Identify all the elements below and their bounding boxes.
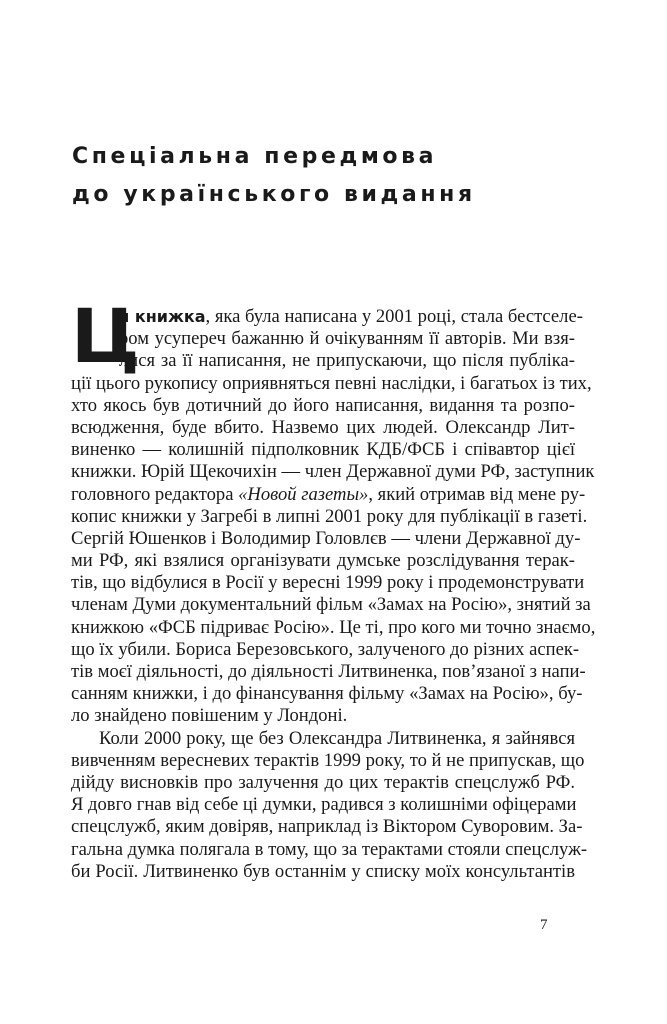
text-line: всюдження, буде вбито. Назвемо цих людей. Олександр Лит- xyxy=(71,416,575,438)
drop-cap: Ц xyxy=(71,294,140,380)
text-line: Коли 2000 року, ще без Олександра Литвиненка, я зайнявся xyxy=(99,727,575,749)
text-line: ло знайдено повішеним у Лондоні. xyxy=(71,705,348,727)
text-line: Я довго гнав від себе ці думки, радився з колишніми офіцерами xyxy=(71,794,577,816)
page-number: 7 xyxy=(540,917,548,933)
text-line: ми РФ, які взялися організувати думське розслідування терак- xyxy=(71,550,575,572)
text-line: що їх убили. Бориса Березовського, залученого до різних аспек- xyxy=(71,638,580,660)
newspaper-title: «Новой газеты» xyxy=(238,483,369,505)
text-line: я книжка, яка була написана у 2001 році, стала бестселе- xyxy=(119,306,583,327)
text-line: головного редактора «Новой газеты», який отримав від мене ру- xyxy=(71,483,586,505)
text-line: тів моєї діяльності, до діяльності Литвиненка, пов’язаної з напи- xyxy=(71,661,586,682)
text-line: спецслужб, яким довіряв, наприклад із Віктором Суворовим. За- xyxy=(71,816,583,838)
text-line: санням книжки, і до фінансування фільму «Замах на Росію», бу- xyxy=(71,683,583,705)
text-line: хто якось був дотичний до його написання, видання та розпо- xyxy=(71,394,575,416)
chapter-title xyxy=(72,138,612,214)
text-line: тів, що відбулися в Росії у вересні 1999 року і продемонструвати xyxy=(71,572,585,594)
lead-in-bold: я книжка xyxy=(119,307,206,326)
text-line: книжки. Юрій Щекочихін — член Державної думи РФ, заступник xyxy=(71,461,595,483)
text-line: вивченням вересневих терактів 1999 року, то й не припускав, що xyxy=(71,749,585,771)
text-line: ції цього рукопису оприявняться певні наслідки, і багатьох із тих, xyxy=(71,372,592,394)
text-line: книжкою «ФСБ підриває Росію». Це ті, про кого ми точно знаємо, xyxy=(71,616,596,638)
text-line: гальна думка полягала в тому, що за терактами стояли спецслуж- xyxy=(71,838,588,860)
text-line: копис книжки у Загребі в липні 2001 року для публікації в газеті. xyxy=(71,505,588,527)
text-line: ром усупереч бажанню й очікуванням її авторів. Ми взя- xyxy=(119,328,575,350)
chapter-title-line-2: до українського видання xyxy=(72,182,476,207)
text-line: членам Думи документальний фільм «Замах на Росію», знятий за xyxy=(71,594,591,616)
text-line: виненко — колишній підполковник КДБ/ФСБ і співавтор цієї xyxy=(71,439,575,461)
text-line: лися за її написання, не припускаючи, що після публіка- xyxy=(119,350,575,372)
text-line: Сергій Юшенков і Володимир Головлєв — члени Державної ду- xyxy=(71,527,581,549)
chapter-title-line-1: Спеціальна передмова xyxy=(72,144,438,169)
text-line: би Росії. Литвиненко був останнім у списку моїх консультантів xyxy=(71,860,575,882)
body-text xyxy=(71,306,596,883)
text-line: дійду висновків про залучення до цих терактів спецслужб РФ. xyxy=(71,771,575,793)
